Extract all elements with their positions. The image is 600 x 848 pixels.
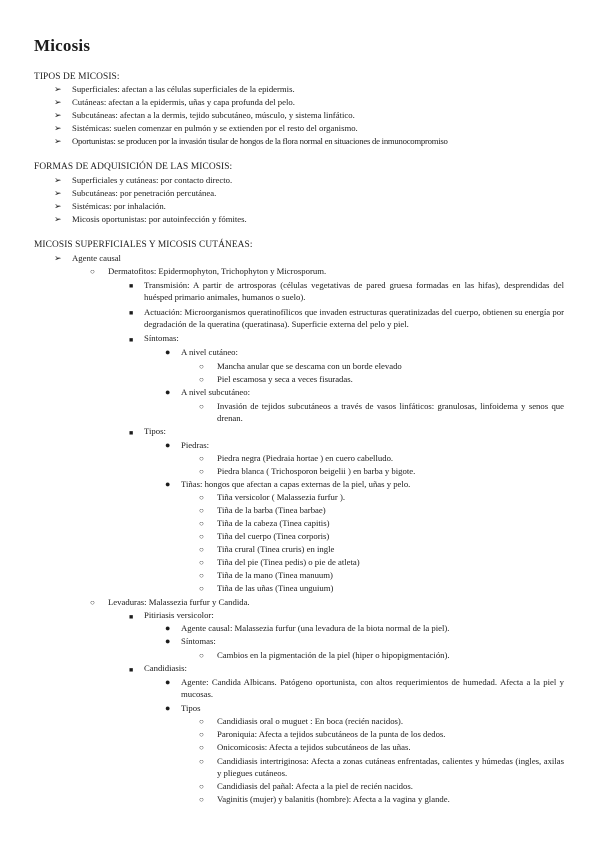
list-item: Tiña de la mano (Tinea manuum) bbox=[217, 570, 333, 580]
list-item: Dermatofitos: Epidermophyton, Trichophyton y Microsporum. bbox=[108, 266, 327, 276]
circle-bullet-icon: ○ bbox=[199, 795, 204, 804]
circle-bullet-icon: ○ bbox=[199, 545, 204, 554]
list-item: Vaginitis (mujer) y balanitis (hombre): Afecta a la vagina y glande. bbox=[217, 794, 450, 804]
circle-bullet-icon: ○ bbox=[199, 782, 204, 791]
circle-bullet-icon: ○ bbox=[90, 598, 95, 607]
list-item: Piel escamosa y seca a veces fisuradas. bbox=[217, 374, 353, 384]
list-item: Superficiales: afectan a las células superficiales de la epidermis. bbox=[72, 84, 295, 94]
list-item: Sistémicas: suelen comenzar en pulmón y se extienden por el resto del organismo. bbox=[72, 123, 358, 133]
circle-bullet-icon: ○ bbox=[199, 402, 204, 411]
dot-bullet-icon: ● bbox=[165, 623, 171, 633]
arrow-bullet-icon: ➢ bbox=[54, 188, 62, 198]
arrow-bullet-icon: ➢ bbox=[54, 175, 62, 185]
circle-bullet-icon: ○ bbox=[199, 651, 204, 660]
list-item: Paroniquia: Afecta a tejidos subcutáneos de la punta de los dedos. bbox=[217, 729, 446, 739]
circle-bullet-icon: ○ bbox=[199, 757, 204, 766]
paragraph-intertriginosa: Candidiasis intertriginosa: Afecta a zonas cutáneas enfrentadas, calientes y húmedas (ingles, axilas y pliegues cutáneos. bbox=[217, 756, 564, 778]
circle-bullet-icon: ○ bbox=[199, 454, 204, 463]
paragraph-actuacion: Actuación: Microorganismos queratinofílicos que invaden estructuras queratinizadas del cuerpo, obtienen su energía por degradación de la queratina (queratinasa). Superficie externa del pelo y piel. bbox=[144, 307, 564, 329]
list-item: Tipos: bbox=[144, 426, 166, 436]
list-item: Micosis oportunistas: por autoinfección y fómites. bbox=[72, 214, 247, 224]
square-bullet-icon: ■ bbox=[129, 282, 134, 290]
list-item: Piedras: bbox=[181, 440, 209, 450]
list-item: Candidiasis del pañal: Afecta a la piel de recién nacidos. bbox=[217, 781, 413, 791]
list-item: Agente causal bbox=[72, 253, 121, 263]
list-item: Tiña de las uñas (Tinea unguium) bbox=[217, 583, 334, 593]
dot-bullet-icon: ● bbox=[165, 703, 171, 713]
list-item: A nivel subcutáneo: bbox=[181, 387, 251, 397]
list-item: Tiña versicolor ( Malassezia furfur ). bbox=[217, 492, 346, 502]
list-item: Tiña de la barba (Tinea barbae) bbox=[217, 505, 326, 515]
paragraph-transmision: Transmisión: A partir de artrosporas (células vegetativas de pared gruesa formadas en las hifas), desprendidas del huésped primario animales, humanos o suelo). bbox=[144, 280, 564, 302]
circle-bullet-icon: ○ bbox=[199, 717, 204, 726]
list-item: Tiña del pie (Tinea pedis) o pie de atleta) bbox=[217, 557, 360, 567]
arrow-bullet-icon: ➢ bbox=[54, 110, 62, 120]
dot-bullet-icon: ● bbox=[165, 347, 171, 357]
circle-bullet-icon: ○ bbox=[199, 467, 204, 476]
list-item: Tiña de la cabeza (Tinea capitis) bbox=[217, 518, 330, 528]
square-bullet-icon: ■ bbox=[129, 336, 134, 344]
circle-bullet-icon: ○ bbox=[199, 362, 204, 371]
paragraph-invasion: Invasión de tejidos subcutáneos a través de vasos linfáticos: granulosas, linfoidema y senos que drenan. bbox=[217, 401, 564, 423]
circle-bullet-icon: ○ bbox=[199, 519, 204, 528]
circle-bullet-icon: ○ bbox=[199, 743, 204, 752]
list-item: Candidiasis: bbox=[144, 663, 187, 673]
circle-bullet-icon: ○ bbox=[199, 493, 204, 502]
list-item: Piedra negra (Piedraia hortae ) en cuero cabelludo. bbox=[217, 453, 394, 463]
list-item: Agente causal: Malassezia furfur (una levadura de la biota normal de la piel). bbox=[181, 623, 450, 633]
dot-bullet-icon: ● bbox=[165, 440, 171, 450]
list-item: Piedra blanca ( Trichosporon beigelii ) en barba y bigote. bbox=[217, 466, 416, 476]
circle-bullet-icon: ○ bbox=[199, 532, 204, 541]
list-item: Onicomicosis: Afecta a tejidos subcutáneos de las uñas. bbox=[217, 742, 411, 752]
dot-bullet-icon: ● bbox=[165, 387, 171, 397]
circle-bullet-icon: ○ bbox=[199, 730, 204, 739]
arrow-bullet-icon: ➢ bbox=[54, 136, 62, 146]
list-item: Síntomas: bbox=[181, 636, 216, 646]
circle-bullet-icon: ○ bbox=[199, 571, 204, 580]
list-item: Cutáneas: afectan a la epidermis, uñas y capa profunda del pelo. bbox=[72, 97, 295, 107]
list-item: Cambios en la pigmentación de la piel (hiper o hipopigmentación). bbox=[217, 650, 450, 660]
list-item: A nivel cutáneo: bbox=[181, 347, 238, 357]
arrow-bullet-icon: ➢ bbox=[54, 201, 62, 211]
section-heading-tipos: TIPOS DE MICOSIS: bbox=[34, 72, 120, 82]
section-heading-formas: FORMAS DE ADQUISICIÓN DE LAS MICOSIS: bbox=[34, 162, 233, 172]
dot-bullet-icon: ● bbox=[165, 479, 171, 489]
arrow-bullet-icon: ➢ bbox=[54, 97, 62, 107]
list-item: Mancha anular que se descama con un borde elevado bbox=[217, 361, 402, 371]
square-bullet-icon: ■ bbox=[129, 429, 134, 437]
page-title: Micosis bbox=[34, 36, 91, 55]
list-item: Sistémicas: por inhalación. bbox=[72, 201, 166, 211]
list-item: Tiña del cuerpo (Tinea corporis) bbox=[217, 531, 330, 541]
square-bullet-icon: ■ bbox=[129, 613, 134, 621]
list-item: Tipos bbox=[181, 703, 201, 713]
arrow-bullet-icon: ➢ bbox=[54, 123, 62, 133]
circle-bullet-icon: ○ bbox=[199, 584, 204, 593]
dot-bullet-icon: ● bbox=[165, 677, 171, 687]
circle-bullet-icon: ○ bbox=[199, 558, 204, 567]
paragraph-agente: Agente: Candida Albicans. Patógeno oportunista, con altos requerimientos de humedad. Afecta a la piel y mucosas. bbox=[181, 677, 564, 699]
circle-bullet-icon: ○ bbox=[199, 375, 204, 384]
circle-bullet-icon: ○ bbox=[90, 267, 95, 276]
dot-bullet-icon: ● bbox=[165, 636, 171, 646]
list-item: Superficiales y cutáneas: por contacto directo. bbox=[72, 175, 233, 185]
list-item: Subcutáneas: por penetración percutánea. bbox=[72, 188, 217, 198]
list-item: Síntomas: bbox=[144, 333, 179, 343]
list-item: Subcutáneas: afectan a la dermis, tejido subcutáneo, músculo, y sistema linfático. bbox=[72, 110, 355, 120]
arrow-bullet-icon: ➢ bbox=[54, 253, 62, 263]
list-item: Tiña crural (Tinea cruris) en ingle bbox=[217, 544, 335, 554]
list-item: Oportunistas: se producen por la invasión tisular de hongos de la flora normal en situaciones de inmunocompromiso bbox=[72, 136, 448, 146]
square-bullet-icon: ■ bbox=[129, 309, 134, 317]
square-bullet-icon: ■ bbox=[129, 666, 134, 674]
arrow-bullet-icon: ➢ bbox=[54, 84, 62, 94]
arrow-bullet-icon: ➢ bbox=[54, 214, 62, 224]
list-item: Tiñas: hongos que afectan a capas externas de la piel, uñas y pelo. bbox=[181, 479, 411, 489]
list-item: Levaduras: Malassezia furfur y Candida. bbox=[108, 597, 250, 607]
section-heading-superficiales: MICOSIS SUPERFICIALES Y MICOSIS CUTÁNEAS: bbox=[34, 240, 253, 250]
list-item: Candidiasis oral o muguet : En boca (recién nacidos). bbox=[217, 716, 404, 726]
circle-bullet-icon: ○ bbox=[199, 506, 204, 515]
list-item: Pitiriasis versicolor: bbox=[144, 610, 214, 620]
